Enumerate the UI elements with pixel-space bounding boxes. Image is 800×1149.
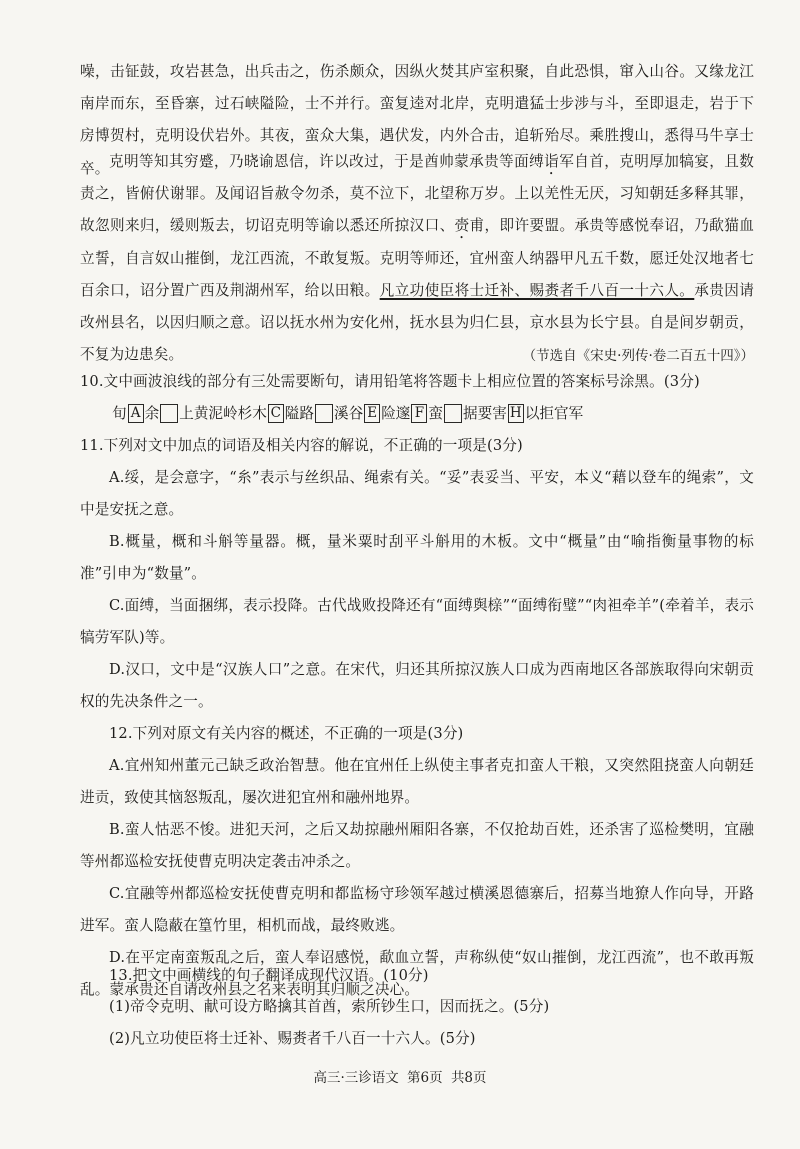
source-note: （节选自《宋史·列传·卷二百五十四》）: [522, 348, 754, 364]
passage-text: 克明等知其穷蹙，乃晓谕恩信，许以改过，于是酋帅蒙承贵等面缚: [109, 153, 545, 170]
q13-item-2: (2)凡立功使臣将士迁补、赐赉者千八百一十六人。(5分): [109, 1030, 476, 1047]
q10-text: 蛮: [428, 405, 444, 422]
passage-text: 军自首，克明厚加犒宴，且数责之，皆俯伏谢罪。及闻诏旨赦令勿杀，莫不泣下，北望称万岁。上以羌性无厌，习知朝廷多释其罪，故忽则来归，缓则叛去，切诏克明等谕以悉还所掠汉口、: [80, 153, 755, 235]
q10-text: 旬: [112, 405, 127, 422]
q10-option-box[interactable]: [444, 404, 462, 423]
passage-text: 承贵因请改州县名，以因归顺之意。诏以抚水州为安化州，抚水县为归仁县，京水县为长宁县。自是间岁朝贡，不复为边患矣。: [80, 281, 754, 364]
q10-option-box[interactable]: C: [268, 404, 284, 423]
q10-option-box[interactable]: E: [364, 404, 380, 423]
passage-paragraph-2: [80, 146, 754, 371]
q10-text: 险邃: [381, 405, 411, 422]
q12-option-a: A.宜州知州董元己缺乏政治智慧。他在宜州任上纵使主事者克扣蛮人干粮，又突然阻挠蛮人向朝廷进贡，致使其恼怒叛乱，屡次进犯宜州和融州地界。: [80, 757, 754, 807]
passage-paragraph-1: 噪，击钲鼓，攻岩甚急，出兵击之，伤杀颇众，因纵火焚其庐室积聚，自此恐惧，窜入山谷。又缘龙江南岸而东，至昏寨，过石峡隘险，士不并行。蛮复逵对北岸，克明遣猛士步涉与斗，至即退走，岩于下房博贺村，克明设伏岩外。其夜，蛮众大集，遇伏发，内外合击，追斩殆尽。乘胜搜山，悉得马牛享士卒。: [80, 63, 754, 177]
q10-answer-line: [112, 398, 583, 430]
passage-text: 甫，即许要盟。承贵等感悦奉诏，乃歃猫血立誓，自言奴山摧倒，龙江西流，不敢复叛。克明等师还，宜州蛮人纳器甲凡五千数，愿迁处汉地者七百余口，诏分置广西及荆湖州军，给以田粮。: [80, 217, 754, 299]
q10-text: 上黄泥岭杉木: [179, 405, 267, 422]
q13-item-1: (1)帝令克明、献可设方略擒其首酋，索所钞生口，因而抚之。(5分): [109, 998, 550, 1015]
q12-option-c: C.宜融等州都巡检安抚使曹克明和都监杨守珍领军越过横溪恩德寨后，招募当地獠人作向导，开路进军。蛮人隐蔽在篁竹里，相机而战，最终败逃。: [80, 885, 754, 935]
q11-option-c: C.面缚，当面捆绑，表示投降。古代战败投降还有“面缚舆榇”“面缚衔璧”“肉袒牵羊”(牵着羊，表示犒劳军队)等。: [80, 597, 754, 647]
q12-stem: 12.下列对原文有关内容的概述，不正确的一项是(3分): [109, 725, 464, 742]
q11-option-b: B.概量，概和斗斛等量器。概，量米粟时刮平斗斛用的木板。文中“概量”由“喻指衡量事物的标准”引申为“数量”。: [80, 533, 754, 583]
q11-stem: 11.下列对文中加点的词语及相关内容的解说，不正确的一项是(3分): [80, 437, 523, 454]
footer-exam: 高三·三诊语文: [313, 1070, 399, 1086]
q10-option-box[interactable]: [160, 404, 178, 423]
page-footer: [0, 1067, 800, 1089]
footer-page: 第6页: [407, 1070, 443, 1086]
q10-text: 溪谷: [334, 405, 364, 422]
q10-option-box[interactable]: H: [508, 404, 524, 423]
q11-option-d: D.汉口，文中是“汉族人口”之意。在宋代，归还其所掠汉族人口成为西南地区各部族取得向宋朝贡权的先决条件之一。: [80, 661, 754, 711]
q13-stem: 13.把文中画横线的句子翻译成现代汉语。(10分): [109, 967, 429, 984]
q12-option-d: D.在平定南蛮叛乱之后，蛮人奉诏感悦，歃血立誓，声称纵使“奴山摧倒，龙江西流”，也不敢再叛乱。蒙承贵还自请改州县之名来表明其归顺之决心。: [80, 949, 754, 999]
q10-text: 隘路: [284, 405, 314, 422]
q10-option-box[interactable]: [315, 404, 333, 423]
q10-text: 以拒官军: [524, 405, 584, 422]
q11-option-a: A.绥，是会意字，“糸”表示与丝织品、绳索有关。“妥”表妥当、平安，本义“藉以登车的绳索”，文中是安抚之意。: [80, 469, 754, 519]
q12-option-b: B.蛮人怙恶不悛。进犯天河，之后又劫掠融州厢阳各寨，不仅抢劫百姓，还杀害了巡检樊明，宜融等州都巡检安抚使曹克明决定袭击冲杀之。: [80, 821, 754, 871]
dotted-word: 诣: [544, 153, 560, 170]
q10-text: 据要害: [463, 405, 507, 422]
q10-option-box[interactable]: F: [411, 404, 427, 423]
underlined-sentence: 凡立功使臣将士迁补、赐赉者千八百一十六人。: [379, 281, 695, 299]
q10-text: 余: [144, 405, 160, 422]
q10-option-box[interactable]: A: [128, 404, 144, 423]
q10-stem: 10.文中画波浪线的部分有三处需要断句，请用铅笔将答题卡上相应位置的答案标号涂黑。(3分): [80, 373, 700, 390]
footer-total: 共8页: [450, 1070, 487, 1086]
dotted-word: 赍: [454, 217, 470, 235]
